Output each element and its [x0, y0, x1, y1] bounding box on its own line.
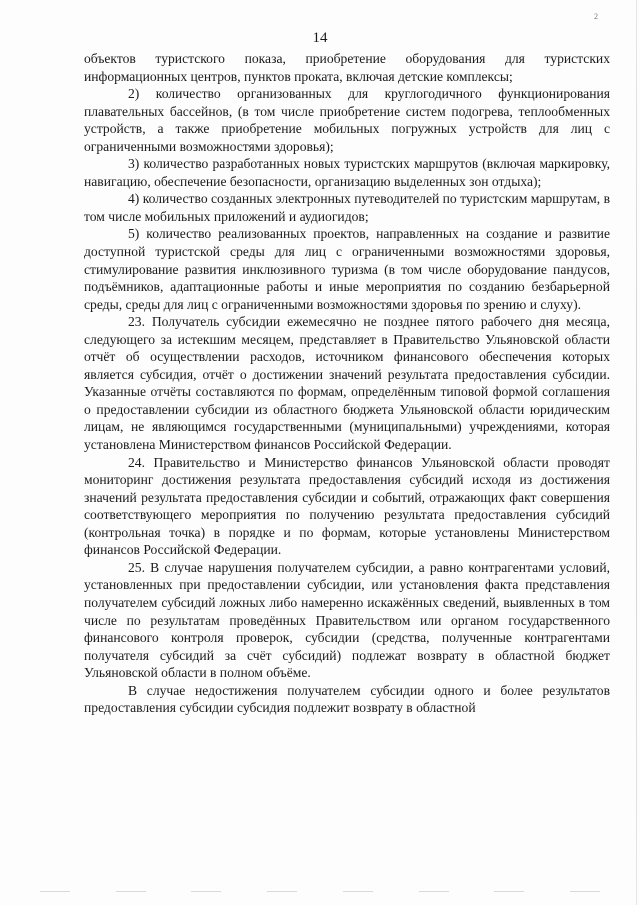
- paragraph-continuation: объектов туристского показа, приобретение оборудования для туристских информационных центров, пунктов проката, включая детские комплексы;: [84, 51, 610, 84]
- corner-mark: 2: [594, 12, 598, 21]
- paragraph-clause-25: 25. В случае нарушения получателем субсидии, а равно контрагентами условий, установленных при предоставлении субсидии, или установления факта представления получателем субсидий ложных либо намеренно искажённых сведений, выявленных в том числе по результатам проведённых Правительством или органом государственного финансового контроля проверок, субсидии (средства, полученные контрагентами получателя субсидий за счёт субсидий) подлежат возврату в областной бюджет Ульяновской области в полном объёме.: [84, 559, 610, 681]
- paragraph-item-3: 3) количество разработанных новых туристских маршрутов (включая маркировку, навигацию, обеспечение безопасности, организацию выделенных зон отдыха);: [84, 156, 610, 189]
- paragraph-item-2: 2) количество организованных для круглогодичного функционирования плавательных бассейнов, (в том числе приобретение систем подогрева, теплообменных устройств, а также приобретение мобильных погружных устройств для лиц с ограниченными возможностями здоровья);: [84, 86, 610, 154]
- document-body: [84, 50, 610, 717]
- paragraph-clause-24: 24. Правительство и Министерство финансов Ульяновской области проводят мониторинг достижения результата предоставления субсидий исходя из достижения значений результата предоставления субсидии и событий, отражающих факт совершения соответствующего мероприятия по получению результата предоставления субсидий (контрольная точка) в порядке и по формам, которые установлены Министерством финансов Российской Федерации.: [84, 454, 610, 558]
- paragraph-clause-23: 23. Получатель субсидии ежемесячно не позднее пятого рабочего дня месяца, следующего за истекшим месяцем, представляет в Правительство Ульяновской области отчёт об осуществлении расходов, источником финансового обеспечения которых является субсидия, отчёт о достижении значений результата предоставления субсидии. Указанные отчёты составляются по формам, определённым типовой формой соглашения о предоставлении субсидии из областного бюджета Ульяновской области юридическим лицам, не являющимся государственными (муниципальными) учреждениями, которая установлена Министерством финансов Российской Федерации.: [84, 314, 610, 453]
- paragraph-refund-condition: В случае недостижения получателем субсидии одного и более результатов предоставления субсидии субсидия подлежит возврату в областной: [84, 682, 610, 716]
- scan-edge: [636, 0, 637, 905]
- paragraph-item-4: 4) количество созданных электронных путеводителей по туристским маршрутам, в том числе мобильных приложений и аудиогидов;: [84, 191, 610, 224]
- page-number: 14: [312, 30, 328, 46]
- scan-bottom-marks: [0, 891, 640, 897]
- paragraph-item-5: 5) количество реализованных проектов, направленных на создание и развитие доступной туристской среды для лиц с ограниченными возможностями здоровья, стимулирование развития инклюзивного туризма (в том числе оборудование пандусов, подъёмников, адаптационные работы и иные мероприятия по созданию безбарьерной среды, среды для лиц с ограниченными возможностями здоровья по зрению и слуху).: [84, 226, 610, 312]
